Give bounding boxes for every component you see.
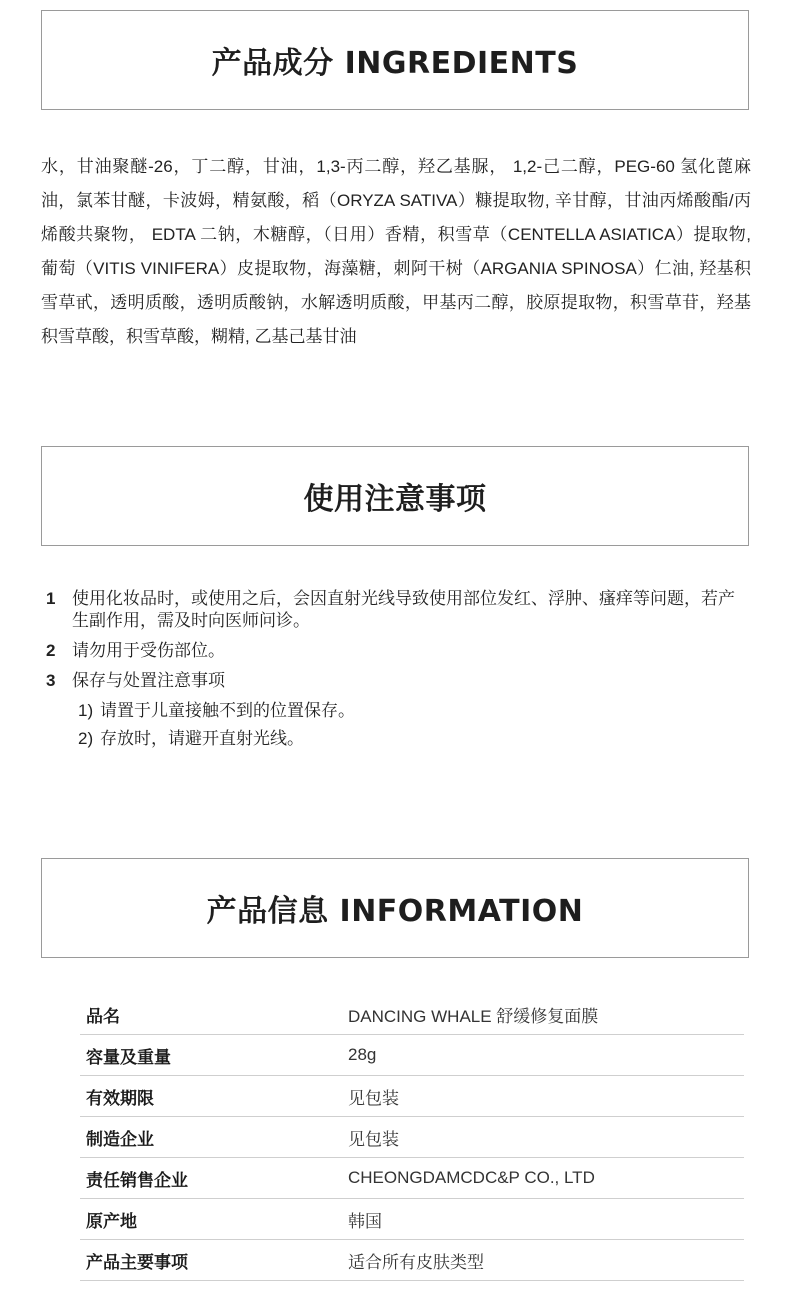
- info-label: 制造企业: [86, 1129, 154, 1149]
- caution-item: [46, 670, 751, 692]
- info-value: CHEONGDAMCDC&P CO., LTD: [348, 1168, 595, 1187]
- info-label: 责任销售企业: [86, 1170, 188, 1190]
- info-label: 原产地: [86, 1211, 137, 1231]
- ingredients-text: 水，甘油聚醚-26，丁二醇，甘油，1,3-丙二醇，羟乙基脲， 1,2-己二醇，PEG-60 氢化蓖麻油，氯苯甘醚，卡波姆，精氨酸，稻（ORYZA SATIVA）糠提取物, 辛甘醇，甘油丙烯酸酯/丙烯酸共聚物， EDTA 二钠，木糖醇，（日用）香精，积雪草（CENTELLA ASIATICA）提取物, 葡萄（VITIS VINIFERA）皮提取物，海藻糖，刺阿干树（ARGANIA SPINOSA）仁油, 羟基积雪草甙，透明质酸，透明质酸钠，水解透明质酸，甲基丙二醇，胶原提取物，积雪草苷，羟基积雪草酸，积雪草酸，糊精, 乙基己基甘油: [41, 157, 751, 346]
- caution-sub-number: 1): [78, 701, 94, 720]
- info-value: DANCING WHALE 舒缓修复面膜: [348, 1006, 599, 1026]
- info-row-capacity: [80, 1035, 744, 1076]
- caution-sub-text: 存放时，请避开直射光线。: [100, 729, 304, 748]
- info-value: 见包装: [348, 1129, 399, 1149]
- caution-sub-text: 请置于儿童接触不到的位置保存。: [100, 701, 355, 720]
- caution-list: [46, 588, 751, 756]
- info-label: 容量及重量: [86, 1047, 171, 1067]
- info-value: 韩国: [348, 1211, 382, 1231]
- caution-sub-item: [46, 700, 751, 722]
- info-label: 有效期限: [86, 1088, 154, 1108]
- info-row-name: [80, 994, 744, 1035]
- caution-text: 保存与处置注意事项: [72, 671, 225, 690]
- info-value: 28g: [348, 1045, 377, 1064]
- cautions-title: 使用注意事项: [303, 482, 487, 517]
- info-row-notes: [80, 1240, 744, 1281]
- info-value: 适合所有皮肤类型: [348, 1252, 484, 1272]
- caution-item: [46, 640, 751, 662]
- caution-sub-number: 2): [78, 729, 94, 748]
- info-row-seller: [80, 1158, 744, 1199]
- info-table: [80, 994, 744, 1281]
- caution-text: 使用化妆品时，或使用之后，会因直射光线导致使用部位发红、浮肿、瘙痒等问题，若产生副作用，需及时向医师问诊。: [72, 589, 735, 630]
- ingredients-title: 产品成分 INGREDIENTS: [211, 46, 579, 81]
- caution-number: 1: [46, 589, 56, 608]
- caution-sub-item: [46, 728, 751, 750]
- info-value: 见包装: [348, 1088, 399, 1108]
- information-header-box: [41, 858, 749, 958]
- ingredients-header-box: [41, 10, 749, 110]
- cautions-header-box: [41, 446, 749, 546]
- caution-number: 3: [46, 671, 56, 690]
- information-title: 产品信息 INFORMATION: [206, 894, 584, 929]
- caution-item: [46, 588, 751, 632]
- info-row-manufacturer: [80, 1117, 744, 1158]
- caution-text: 请勿用于受伤部位。: [72, 641, 225, 660]
- info-label: 品名: [86, 1006, 120, 1026]
- info-label: 产品主要事项: [86, 1252, 188, 1272]
- caution-number: 2: [46, 641, 56, 660]
- info-row-expiry: [80, 1076, 744, 1117]
- info-row-origin: [80, 1199, 744, 1240]
